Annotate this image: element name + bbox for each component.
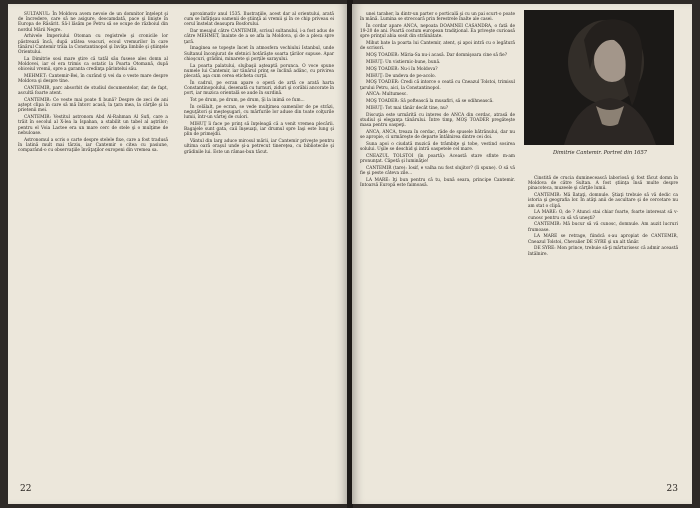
paragraph: Vântul din larg aduce mirosul mării, iar Cantemir priveşte pentru ultima oară oraşul unde şi-a petrecut tinereţea, cu bibliotecile şi grădinile lui. Este un rămas-bun tăcut. [184, 139, 334, 155]
paragraph: CANTEMIR (tare): Iosif, e valha nu fost slujitor? (Ii spune). O să vă fie şi peste câteva zile... [360, 165, 515, 177]
paragraph: LA MARE: O, de ? Atunci stai chiar foarte, foarte interesat să v-cunosc pentru ca să vă uneşti? [528, 210, 678, 221]
paragraph: În celălalt, pe ecran, se vede mulţimea oamenilor de pe străzi, neguţători şi meşteşugari, cu mărfurile lor aduse din toate colţurile lumii, într-un vârtej de culori. [184, 104, 334, 121]
left-column-1 [18, 12, 168, 155]
portrait-image [524, 10, 674, 145]
paragraph: MOŞ TOADER: Să poftească la musafiri, să se odihnească. [366, 99, 494, 105]
paragraph: ANCA: Multumesc. [366, 92, 408, 98]
paragraph: Suna apoi o ciudată muzică de trâmbiţe şi tobe, vestind sosirea solului. Uşile se deschid şi intră oaspetele cel mare. [360, 141, 515, 153]
paragraph: MOŞ TOADER: Credi că intorce o ceată cu Cneazul Tolstoi, trimisul ţarului Petru, aici, la Constantinopol. [360, 80, 515, 91]
portrait-illustration [524, 10, 674, 145]
paragraph: CANTEMIR: Vestitul astronom Abd Al-Rahman Al Sufi, care a trăit în secolul al X-lea la Ispahan, a stabilit un tabel al aştrilor; pentru el Voia Lactee era un mare cerc de stele şi o mulţime de nebuloase. [18, 115, 168, 136]
paragraph: CANTEMIR, parc absorbit de studiul documentelor, dar, de fapt, ascultă foarte atent. [18, 86, 168, 97]
paragraph: CNEAZUL TOLSTOI (în poartă): Această stare sfinte m-am pronunţat. Căpetă şi luminăţie! [360, 153, 515, 165]
paragraph: Mihut bate la poarta lui Cantemir, atent, şi apoi intră cu o legătură de scrisori. [360, 41, 515, 52]
paragraph: Imaginea se topeşte încet în atmosfera vechiului Istanbul, unde Sultanul înconjurat de sfetnici hotărăşte soarta ţărilor supuse. Apar chioşcuri, grădini, minarete şi porţile sarayului. [184, 46, 334, 62]
paragraph: MIHUŢ îi face pe prinţ să înţeleagă că a venit vremea plecării. Bagajele sunt gata, caii înşeuaţi, iar drumul spre Iaşi este lung şi plin de primejdii. [184, 122, 334, 138]
paragraph: Astronomul a scris o carte despre stelele fixe, care a fost tradusă în latină mult mai târziu, iar Cantemir o citea cu pasiune, comparând-o cu observaţiile învăţaţilor europeni din vremea sa. [18, 137, 168, 154]
paragraph: MOŞ TOADER: Nu-i în Moldova? [366, 66, 438, 72]
paragraph: În cordar apare ANCA, nepoata DOAMNEI CASANDRA, o fată de 19-20 de ani. Poartă costum european tradiţional. Ea priveşte curioasă spre prinţul abia sosit din străinătate. [360, 24, 515, 40]
left-column-2 [184, 12, 334, 156]
right-column-1 [360, 12, 515, 190]
paragraph: Cinstită de crucia duminecească laboriosă şi fost făcut domn în Moldova de către Sultan. A fost ştiinţa însă multe despre pinacoteca, muzeele şi cărţile lumii. [528, 176, 678, 192]
right-column-2 [528, 176, 678, 258]
paragraph: CANTEMIR: Mă bucur să vă cunosc, domnule. Am auzit lucruri frumoase. [528, 222, 678, 233]
paragraph: În cadrul, pe ecran apare o operă de artă ce arată harta Constantinopolului, desenată cu turnuri, ziduri şi corăbii ancorate în port, iar muzica orientală se aude în surdină. [184, 80, 334, 97]
left-page [8, 4, 348, 504]
paragraph: La poarta palatului, slujbaşii aşteaptă porunca. O voce spune numele lui Cantemir, iar tânărul prinţ se înclină adânc, cu privirea plecată, aşa cum cerea eticheta curţii. [184, 63, 334, 80]
paragraph: MEHMET: Cantemir-Bei, în curând ţi vei da o veste mare despre Moldova şi despre tine. [18, 74, 168, 85]
paragraph: DE SYRE: Mon prince, trebuie să-ţi mărturisesc că admir această întâlnire. [528, 246, 678, 257]
paragraph: Discuţia este urmărită cu interes de ANCA din cerdac, atrasă de studiul şi eleganţa tânărului. Între timp, MOŞ TOADER pregăteşte masa pentru oaspeţi. [360, 112, 515, 129]
paragraph: SULTANUL: În Moldova avem nevoie de un domnitor înţelept şi de încredere, care să ne asigure, deocamdată, pace şi linişte în Europa de Răsărit. Să-l lăsăm pe Petru să se ocupe de războiul din nordul Mării Negre. [18, 12, 168, 33]
paragraph: Dar mesajul către CANTEMIR, scrisul sultanului, i-a fost adus de către MEHMET, înainte de a se afla la Moldova, şi de a pleca spre ţară. [184, 29, 334, 45]
paragraph: CANTEMIR: Ce veste mai poate fi bună? Despre de zeci de ani aştept clipa în care să mă întorc acasă, la ţara mea, la cărţile şi la prietenii mei. [18, 98, 168, 114]
paragraph: unei taraher, la dintr-un parter o porticală şi cu un pai scurt-o poate în mână. Lumina se strecoară prin ferestrele înalte ale casei. [360, 12, 515, 23]
paragraph: MIHUŢ: Tot mai tânăr decât tine, nu? [366, 105, 449, 111]
paragraph: aproximativ anul 1535. Ilustraţiile, acest dar al orientului, arată cum se înfăţişau oamenii de ştiinţă ai vremii şi în ce chip priveau ei cerul înstelat deasupra Bosforului. [184, 12, 334, 28]
paragraph: CANTEMIR: Mă îlataţi, domnule. Ştiaţi trebuie să vă dedic ca istoria şi geografia lor. În atâţi anii de ascultare şi de cercetare nu am stat o clipă. [528, 193, 678, 209]
portrait-caption: Dimitrie Cantemir. Portret din 1657 [552, 150, 648, 156]
paragraph: Arhivele Imperiului Otoman cu registrele şi cronicile lor păstrează încă, după atâtea veacuri, ecoul vremurilor în care tânărul Cantemir trăia la Constantinopol şi învăţa limbile şi ştiinţele Orientului. [18, 34, 168, 56]
paragraph: LA MARE se retrage, fiindcă s-au apropiat de CANTEMIR, Cneazul Tolstoi, Chevalier DE SYRE şi un alt tânăr. [528, 234, 678, 245]
page-number-right: 23 [666, 484, 678, 494]
paragraph: ANCA, ANCA, treaza în cerdac, râde de spusele bătrânului, dar nu se apropie, ci urmăreşte de departe întâlnirea dintre cei doi. [360, 129, 515, 141]
right-page [352, 4, 692, 504]
paragraph: LA MARE: Iţi bun pentru că tu, bună seara, principe Cantemir. Intoarsă Europă este faimoasă. [360, 177, 515, 189]
paragraph: MOŞ TOADER: Măria-Sa nu-i acasă. Dar domnişoara cine să fie? [366, 53, 508, 59]
page-number-left: 22 [20, 484, 32, 494]
paragraph: MIHUŢ: De undeva de pe-acolo. [366, 73, 436, 79]
paragraph: MIHUŢ: Un vistiernic-bune, bună. [366, 60, 441, 65]
paragraph: Tot pe drum, pe drum, pe drum, Şi la inimă ce fum... [190, 98, 305, 104]
paragraph: La Dimitrie sosi mare ştire că tatăl său fusese ales domn al Moldovei, iar el era trimis ca ostatic la Poarta Otomană, după obiceiul vremii, spre a garanta credinţa părintelui său. [18, 56, 168, 73]
